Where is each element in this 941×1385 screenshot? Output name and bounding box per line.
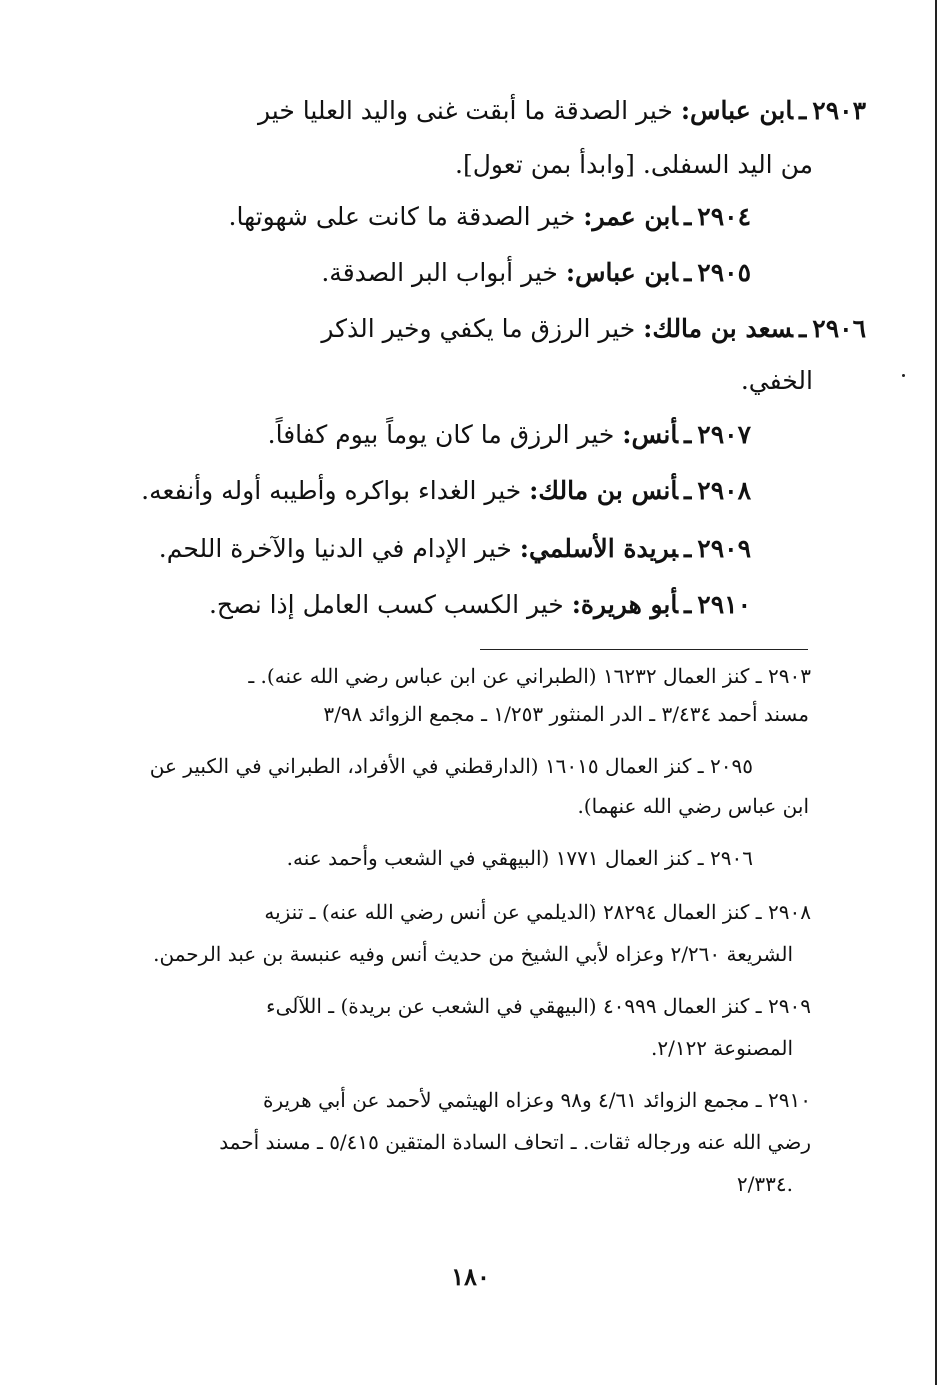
hadith-number: ٢٩٠٨ [697,476,751,505]
hadith-number: ٢٩٠٧ [697,420,751,449]
hadith-number: ٢٩٠٤ [697,202,751,231]
hadith-2905: ٢٩٠٥ـابن عباس: خير أبواب البر الصدقة. [321,258,751,287]
footnote-2910-line2: رضي الله عنه ورجاله ثقات. ـ اتحاف السادة المتقين ٥/٤١٥ ـ مسند أحمد [219,1130,811,1154]
hadith-2903: ٢٩٠٣ـابن عباس: خير الصدقة ما أبقت غنى واليد العليا خير [258,96,866,125]
hadith-number: ٢٩٠٦ [812,314,866,343]
footnote-2903-line2: مسند أحمد ٣/٤٣٤ ـ الدر المنثور ١/٢٥٣ ـ مجمع الزوائد ٣/٩٨ [323,702,809,726]
hadith-2908: ٢٩٠٨ـأنس بن مالك: خير الغداء بواكره وأطيبه أوله وأنفعه. [141,476,751,505]
hadith-narrator: ابن عباس: [680,96,793,125]
hadith-number: ٢٩٠٩ [697,534,751,563]
hadith-text: خير الكسب كسب العامل إذا نصح. [208,590,564,619]
hadith-number: ٢٩٠٣ [812,96,866,125]
hadith-2903-continuation: من اليد السفلى. [وابدأ بمن تعول]. [455,150,813,179]
hadith-narrator: ابن عباس: [565,258,678,287]
footnote-2903-line1: ٢٩٠٣ ـ كنز العمال ١٦٢٣٢ (الطبراني عن ابن عباس رضي الله عنه). ـ [248,664,811,688]
hadith-text: خير الرزق ما يكفي وخير الذكر [321,314,636,343]
footnote-separator [480,649,808,650]
hadith-text: خير أبواب البر الصدقة. [321,258,558,287]
footnote-2908-line1: ٢٩٠٨ ـ كنز العمال ٢٨٢٩٤ (الديلمي عن أنس رضي الله عنه) ـ تنزيه [264,900,811,924]
hadith-number: ٢٩١٠ [697,590,751,619]
hadith-text: خير الصدقة ما أبقت غنى واليد العليا خير [258,96,673,125]
footnote-2905-line1: ٢٠٩٥ ـ كنز العمال ١٦٠١٥ (الدارقطني في الأفراد، الطبراني في الكبير عن [149,754,753,778]
hadith-text: خير الغداء بواكره وأطيبه أوله وأنفعه. [141,476,522,505]
hadith-narrator: أنس بن مالك: [529,476,678,505]
footnote-2906-line1: ٢٩٠٦ ـ كنز العمال ١٧٧١ (البيهقي في الشعب وأحمد عنه. [286,846,753,870]
stray-dot [902,374,905,377]
footnote-2910-line1: ٢٩١٠ ـ مجمع الزوائد ٤/٦١ و٩٨ وعزاه الهيثمي لأحمد عن أبي هريرة [263,1088,811,1112]
hadith-number: ٢٩٠٥ [697,258,751,287]
hadith-2906: ٢٩٠٦ـسعد بن مالك: خير الرزق ما يكفي وخير الذكر [321,314,866,343]
hadith-narrator: سعد بن مالك: [643,314,793,343]
hadith-2910: ٢٩١٠ـأبو هريرة: خير الكسب كسب العامل إذا نصح. [208,590,751,619]
hadith-text: خير الرزق ما كان يوماً بيوم كفافاً. [267,420,615,449]
hadith-2909: ٢٩٠٩ـبريدة الأسلمي: خير الإدام في الدنيا والآخرة اللحم. [158,534,751,563]
hadith-narrator: بريدة الأسلمي: [519,534,678,563]
hadith-2907: ٢٩٠٧ـأنس: خير الرزق ما كان يوماً بيوم كفافاً. [267,420,751,449]
hadith-narrator: أنس: [622,420,678,449]
hadith-narrator: ابن عمر: [583,202,678,231]
hadith-text: خير الصدقة ما كانت على شهوتها. [228,202,576,231]
footnote-2910-line3: ٢/٣٣٤. [736,1172,793,1196]
footnote-2909-line1: ٢٩٠٩ ـ كنز العمال ٤٠٩٩٩ (البيهقي في الشعب عن بريدة) ـ اللآلىء [266,994,811,1018]
footnote-2909-line2: المصنوعة ٢/١٢٢. [650,1036,793,1060]
footnote-2908-line2: الشريعة ٢/٢٦٠ وعزاه لأبي الشيخ من حديث أنس وفيه عنبسة بن عبد الرحمن. [153,942,793,966]
page-edge-line [935,0,937,1385]
hadith-2906-continuation: الخفي. [740,366,813,395]
hadith-narrator: أبو هريرة: [571,590,678,619]
footnote-2905-line2: ابن عباس رضي الله عنهما). [577,794,809,818]
page-number: ١٨٠ [451,1262,490,1291]
hadith-2904: ٢٩٠٤ـابن عمر: خير الصدقة ما كانت على شهوتها. [228,202,751,231]
hadith-text: خير الإدام في الدنيا والآخرة اللحم. [158,534,512,563]
